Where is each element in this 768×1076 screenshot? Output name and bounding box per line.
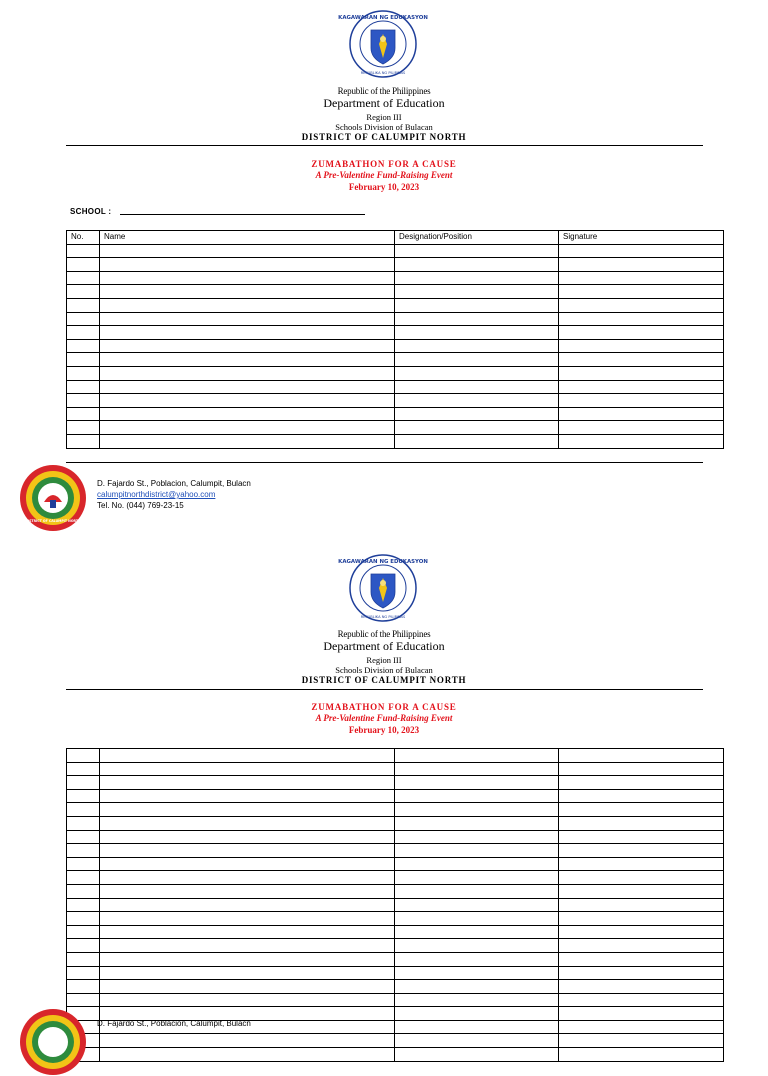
table-row[interactable]: [67, 966, 724, 980]
footer-address: D. Fajardo St., Poblacion, Calumpit, Bulacn: [97, 1019, 251, 1028]
table-row[interactable]: [67, 1034, 724, 1048]
division-text: Schools Division of Bulacan: [335, 665, 433, 675]
table-row[interactable]: [67, 339, 724, 353]
republic-text: Republic of the Philippines: [337, 629, 431, 639]
seal-top-text: KAGAWARAN NG EDUKASYON: [338, 15, 428, 21]
table-row[interactable]: [67, 421, 724, 435]
table-row[interactable]: [67, 762, 724, 776]
table-row[interactable]: [67, 1048, 724, 1062]
attendance-table: [66, 230, 724, 449]
seal-top-text: KAGAWARAN NG EDUKASYON: [338, 559, 428, 565]
region-text: Region III: [366, 655, 402, 665]
table-row[interactable]: [67, 749, 724, 763]
table-row[interactable]: [67, 244, 724, 258]
form-page-2: [0, 540, 768, 1028]
table-row[interactable]: [67, 803, 724, 817]
footer-address: D. Fajardo St., Poblacion, Calumpit, Bulacn: [97, 479, 251, 488]
footer-tel: Tel. No. (044) 769-23-15: [97, 501, 184, 510]
column-header-name: Name: [100, 231, 395, 245]
table-row[interactable]: [67, 380, 724, 394]
header-divider: [66, 145, 703, 146]
table-row[interactable]: [67, 271, 724, 285]
table-row[interactable]: [67, 816, 724, 830]
department-text: Department of Education: [323, 96, 445, 110]
column-header-designation: Designation/Position: [395, 231, 559, 245]
column-header-signature: Signature: [559, 231, 724, 245]
table-row[interactable]: [67, 844, 724, 858]
table-row[interactable]: [67, 366, 724, 380]
division-text: Schools Division of Bulacan: [335, 122, 433, 132]
footer-divider: [66, 462, 703, 463]
table-row[interactable]: [67, 353, 724, 367]
column-header-no: No.: [67, 231, 100, 245]
school-label: SCHOOL :: [70, 207, 112, 216]
table-row[interactable]: [67, 326, 724, 340]
republic-text: Republic of the Philippines: [337, 86, 431, 96]
event-subtitle: A Pre-Valentine Fund-Raising Event: [315, 170, 453, 180]
logo-text: DISTRICT OF CALUMPIT NORTH: [25, 519, 81, 523]
table-row[interactable]: [67, 939, 724, 953]
table-row[interactable]: [67, 871, 724, 885]
footer-email-link[interactable]: calumpitnorthdistrict@yahoo.com: [97, 490, 216, 499]
event-title: ZUMABATHON FOR A CAUSE: [311, 702, 457, 712]
department-text: Department of Education: [323, 639, 445, 653]
footer-divider: [66, 1006, 703, 1007]
deped-seal-icon: [338, 10, 428, 78]
district-logo-icon: [19, 1008, 87, 1076]
table-row[interactable]: [67, 857, 724, 871]
table-row[interactable]: [67, 980, 724, 994]
district-text: DISTRICT OF CALUMPIT NORTH: [301, 675, 467, 685]
event-title: ZUMABATHON FOR A CAUSE: [311, 159, 457, 169]
table-row[interactable]: [67, 993, 724, 1007]
header-divider: [66, 689, 703, 690]
table-row[interactable]: [67, 312, 724, 326]
table-row[interactable]: [67, 434, 724, 448]
table-row[interactable]: [67, 898, 724, 912]
seal-bottom-text: REPUBLIKA NG PILIPINAS: [360, 71, 406, 75]
table-header-row: [67, 231, 724, 245]
table-row[interactable]: [67, 884, 724, 898]
table-row[interactable]: [67, 285, 724, 299]
table-row[interactable]: [67, 830, 724, 844]
event-subtitle: A Pre-Valentine Fund-Raising Event: [315, 713, 453, 723]
table-row[interactable]: [67, 952, 724, 966]
school-input-line[interactable]: [120, 214, 365, 215]
table-row[interactable]: [67, 258, 724, 272]
table-row[interactable]: [67, 407, 724, 421]
table-row[interactable]: [67, 776, 724, 790]
table-row[interactable]: [67, 925, 724, 939]
table-row[interactable]: [67, 789, 724, 803]
district-text: DISTRICT OF CALUMPIT NORTH: [301, 132, 467, 142]
deped-seal-icon: [338, 554, 428, 622]
event-date: February 10, 2023: [348, 182, 420, 192]
region-text: Region III: [366, 112, 402, 122]
district-logo-icon: [19, 464, 87, 532]
table-row[interactable]: [67, 394, 724, 408]
seal-bottom-text: REPUBLIKA NG PILIPINAS: [360, 615, 406, 619]
attendance-table: [66, 748, 724, 1062]
table-row[interactable]: [67, 912, 724, 926]
table-row[interactable]: [67, 298, 724, 312]
event-date: February 10, 2023: [348, 725, 420, 735]
